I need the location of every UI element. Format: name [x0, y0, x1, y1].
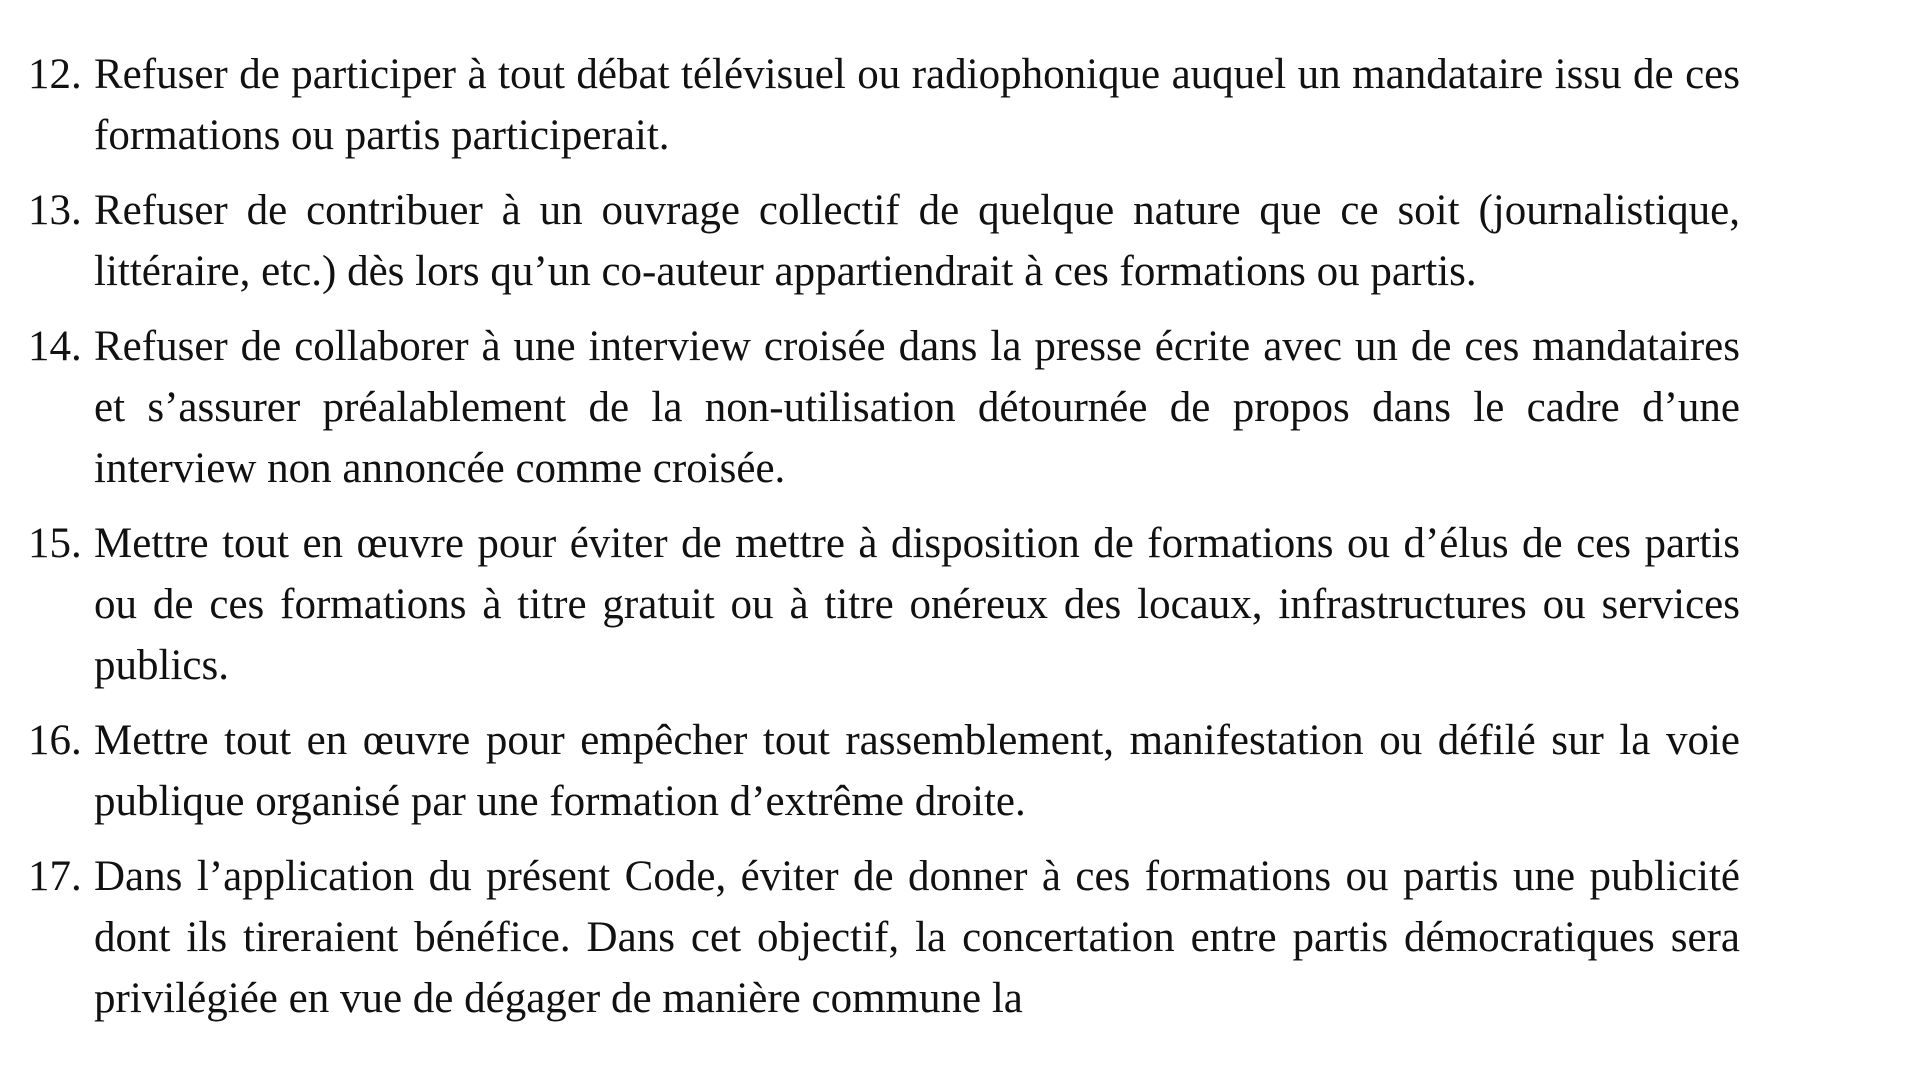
item-text: Dans l’application du présent Code, éviter de donner à ces formations ou partis une publicité dont ils tireraient bénéfice. Dans cet objectif, la concertation entre partis démocratiques sera privilégiée en vue de dégager de manière commune la	[94, 853, 1740, 1022]
item-text: Refuser de participer à tout débat télévisuel ou radiophonique auquel un mandataire issu de ces formations ou partis participerait.	[94, 51, 1740, 159]
item-number: 14.	[28, 323, 82, 370]
item-text: Mettre tout en œuvre pour empêcher tout rassemblement, manifestation ou défilé sur la voie publique organisé par une formation d’extrême droite.	[94, 717, 1740, 825]
list-item	[28, 710, 1740, 832]
list-item	[28, 846, 1740, 1029]
list-item	[28, 513, 1740, 696]
item-text: Refuser de collaborer à une interview croisée dans la presse écrite avec un de ces mandataires et s’assurer préalablement de la non-utilisation détournée de propos dans le cadre d’une interview non annoncée comme croisée.	[94, 323, 1740, 492]
item-text: Mettre tout en œuvre pour éviter de mettre à disposition de formations ou d’élus de ces partis ou de ces formations à titre gratuit ou à titre onéreux des locaux, infrastructures ou services publics.	[94, 520, 1740, 689]
list-item	[28, 44, 1740, 166]
item-number: 13.	[28, 187, 82, 234]
item-number: 16.	[28, 717, 82, 764]
list-item	[28, 316, 1740, 499]
item-number: 12.	[28, 51, 82, 98]
list-item	[28, 180, 1740, 302]
item-text: Refuser de contribuer à un ouvrage collectif de quelque nature que ce soit (journalistique, littéraire, etc.) dès lors qu’un co-auteur appartiendrait à ces formations ou partis.	[94, 187, 1740, 295]
item-number: 15.	[28, 520, 82, 567]
item-number: 17.	[28, 853, 82, 900]
document-page	[28, 44, 1740, 1043]
